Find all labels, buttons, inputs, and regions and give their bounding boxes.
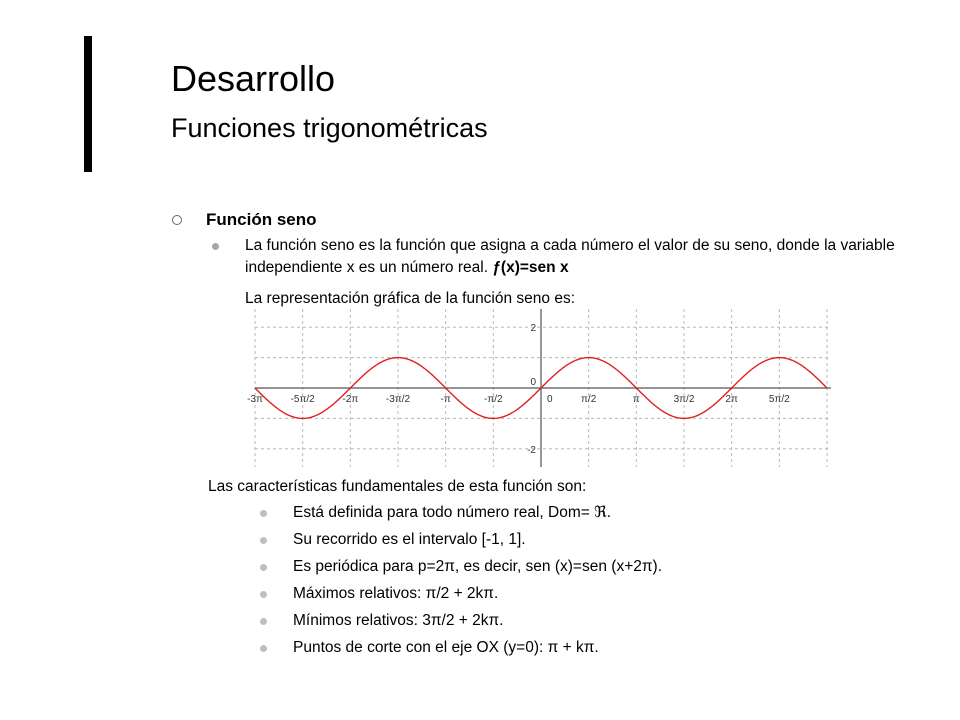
hollow-bullet-icon xyxy=(172,215,182,225)
x-tick-label: -5π/2 xyxy=(290,394,315,405)
x-tick-label: π/2 xyxy=(581,394,597,405)
bullet-dot-icon xyxy=(260,564,267,571)
chart-axes xyxy=(255,309,831,467)
x-tick-label: 0 xyxy=(547,394,553,405)
list-item-text: Puntos de corte con el eje OX (y=0): π + kπ. xyxy=(293,639,599,656)
x-tick-label: π xyxy=(632,394,640,405)
x-tick-label: -2π xyxy=(342,394,359,405)
bullet-dot-icon xyxy=(212,243,219,250)
list-item xyxy=(260,610,662,637)
title-accent-bar xyxy=(84,36,92,172)
x-tick-label: -π xyxy=(440,394,451,405)
list-item xyxy=(260,502,662,529)
characteristics-intro: Las características fundamentales de esta función son: xyxy=(208,478,587,495)
list-item-text: Está definida para todo número real, Dom= ℜ. xyxy=(293,504,612,521)
bullet-dot-icon xyxy=(260,618,267,625)
x-tick-label: -π/2 xyxy=(484,394,503,405)
x-tick-label: -3π xyxy=(247,394,263,405)
list-item-text: Es periódica para p=2π, es decir, sen (x)=sen (x+2π). xyxy=(293,558,663,575)
characteristics-list xyxy=(260,502,662,664)
x-tick-label: -3π/2 xyxy=(385,394,411,405)
list-item xyxy=(260,529,662,556)
list-item-text: Su recorrido es el intervalo [-1, 1]. xyxy=(293,531,526,548)
x-tick-label: 5π/2 xyxy=(768,394,790,405)
slide-title: Desarrollo xyxy=(171,58,336,99)
sine-chart xyxy=(247,309,831,467)
bullet-dot-icon xyxy=(260,645,267,652)
list-item xyxy=(260,583,662,610)
list-item-text: Máximos relativos: π/2 + 2kπ. xyxy=(293,585,499,602)
list-item-text: Mínimos relativos: 3π/2 + 2kπ. xyxy=(293,612,504,629)
y-tick-label: -2 xyxy=(527,444,536,456)
bullet-dot-icon xyxy=(260,510,267,517)
y-tick-label: 0 xyxy=(530,377,536,388)
chart-tick-labels xyxy=(247,323,790,456)
x-tick-label: 3π/2 xyxy=(673,394,695,405)
section-heading-label: Función seno xyxy=(206,210,317,229)
definition-paragraph xyxy=(212,235,912,279)
list-item xyxy=(260,556,662,583)
y-tick-label: 2 xyxy=(530,323,536,335)
x-tick-label: 2π xyxy=(725,394,738,405)
section-heading xyxy=(172,208,317,232)
list-item xyxy=(260,637,662,664)
slide-subtitle: Funciones trigonométricas xyxy=(171,113,488,143)
definition-text: La función seno es la función que asigna a cada número el valor de su seno, donde la variable independiente x es un número real. xyxy=(245,237,895,276)
definition-formula: ƒ(x)=sen x xyxy=(492,259,569,276)
bullet-dot-icon xyxy=(260,537,267,544)
graph-intro: La representación gráfica de la función seno es: xyxy=(245,290,576,307)
bullet-dot-icon xyxy=(260,591,267,598)
